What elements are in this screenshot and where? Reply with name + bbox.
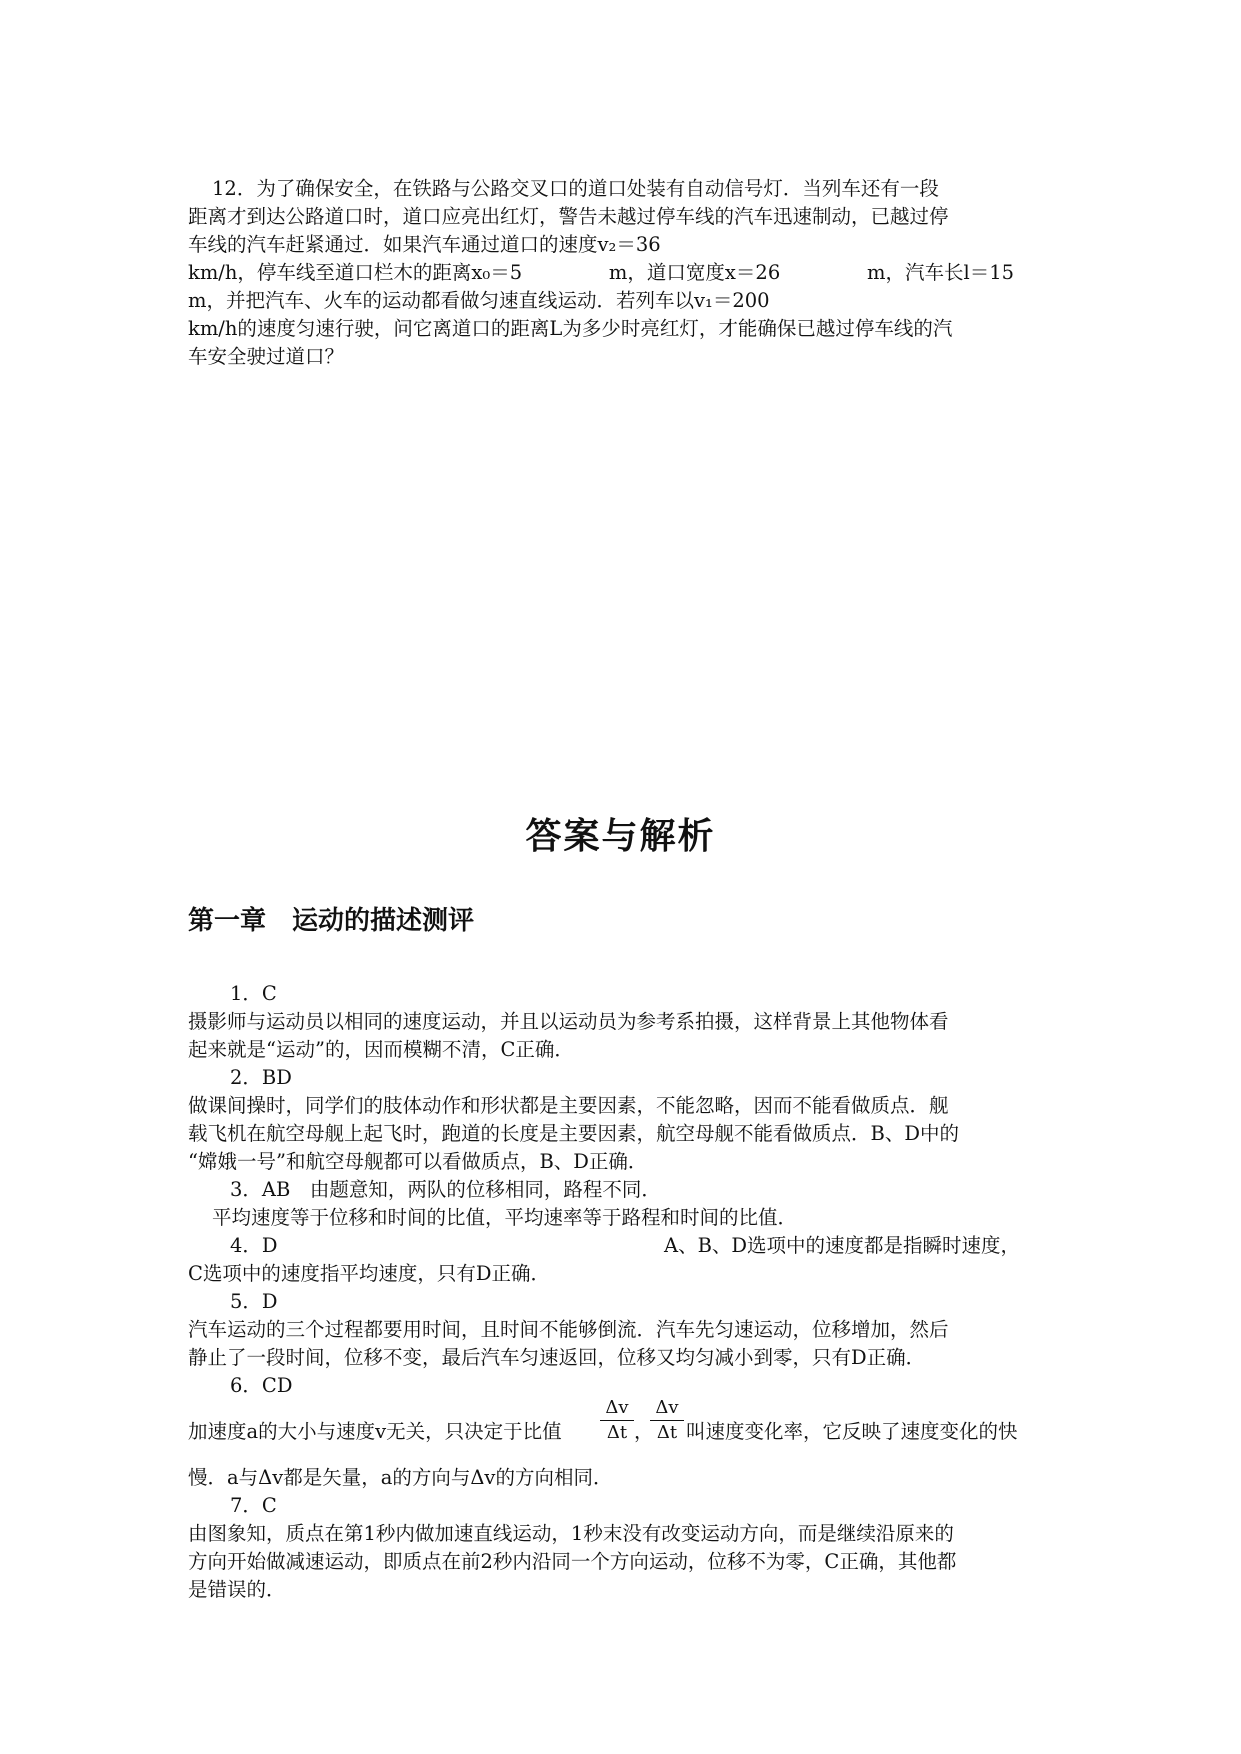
fraction-denominator: Δt: [656, 1422, 678, 1443]
answer-6-explanation-2: 慢．a与Δv都是矢量，a的方向与Δv的方向相同．: [188, 1466, 613, 1489]
answer-6: 6．CD: [230, 1374, 293, 1397]
answer-2-explanation-1: 做课间操时，同学们的肢体动作和形状都是主要因素，不能忽略，因而不能看做质点．舰: [188, 1094, 949, 1117]
answer-5: 5．D: [230, 1290, 278, 1313]
answers-heading: 答案与解析: [525, 816, 716, 857]
answer-1: 1．C: [230, 982, 277, 1005]
answer-1-explanation-1: 摄影师与运动员以相同的速度运动，并且以运动员为参考系拍摄，这样背景上其他物体看: [188, 1010, 949, 1033]
answer-2: 2．BD: [230, 1066, 292, 1089]
chapter-heading: 第一章 运动的描述测评: [188, 906, 475, 936]
fraction-numerator: Δv: [600, 1396, 634, 1421]
problem-12-line-1: 12．为了确保安全，在铁路与公路交叉口的道口处装有自动信号灯．当列车还有一段: [212, 177, 939, 200]
fraction-denominator: Δt: [606, 1422, 628, 1443]
answer-7-explanation-2: 方向开始做减速运动，即质点在前2秒内沿同一个方向运动，位移不为零，C正确，其他都: [188, 1550, 957, 1573]
answer-6-explanation-1a: 加速度a的大小与速度v无关，只决定于比值: [188, 1420, 562, 1443]
answer-2-explanation-2: 载飞机在航空母舰上起飞时，跑道的长度是主要因素，航空母舰不能看做质点．B、D中的: [188, 1122, 959, 1145]
answer-7-explanation-1: 由图象知，质点在第1秒内做加速直线运动，1秒末没有改变运动方向，而是继续沿原来的: [188, 1522, 954, 1545]
answer-3-explanation-1: 平均速度等于位移和时间的比值，平均速率等于路程和时间的比值．: [212, 1206, 798, 1229]
fraction-delta-v-over-delta-t-2: [650, 1396, 684, 1445]
problem-12-line-6: km/h的速度匀速行驶，问它离道口的距离L为多少时亮红灯，才能确保已越过停车线的汽: [188, 317, 953, 340]
answer-7-explanation-3: 是错误的．: [188, 1578, 286, 1601]
problem-12-line-5: m，并把汽车、火车的运动都看做匀速直线运动．若列车以v₁＝200: [188, 289, 770, 312]
answer-4-explanation-1: A、B、D选项中的速度都是指瞬时速度，: [664, 1234, 1021, 1257]
answer-4-explanation-2: C选项中的速度指平均速度，只有D正确．: [188, 1262, 551, 1285]
fraction-delta-v-over-delta-t-1: [600, 1396, 634, 1445]
answer-3: 3．AB 由题意知，两队的位移相同，路程不同．: [230, 1178, 661, 1201]
problem-12-line-2: 距离才到达公路道口时，道口应亮出红灯，警告未越过停车线的汽车迅速制动，已越过停: [188, 205, 949, 228]
answer-2-explanation-3: “嫦娥一号”和航空母舰都可以看做质点，B、D正确．: [188, 1150, 648, 1173]
fraction-numerator: Δv: [650, 1396, 684, 1421]
problem-12-line-3: 车线的汽车赶紧通过．如果汽车通过道口的速度v₂＝36: [188, 233, 661, 256]
answer-5-explanation-1: 汽车运动的三个过程都要用时间，且时间不能够倒流．汽车先匀速运动，位移增加，然后: [188, 1318, 949, 1341]
answer-7: 7．C: [230, 1494, 277, 1517]
answer-6-explanation-1b: 叫速度变化率，它反映了速度变化的快: [686, 1420, 1018, 1443]
problem-12-line-7: 车安全驶过道口？: [188, 345, 345, 368]
answer-5-explanation-2: 静止了一段时间，位移不变，最后汽车匀速返回，位移又均匀减小到零，只有D正确．: [188, 1346, 926, 1369]
answer-1-explanation-2: 起来就是“运动”的，因而模糊不清，C正确．: [188, 1038, 574, 1061]
answer-6-separator: ，: [634, 1420, 654, 1443]
problem-12-line-4: km/h，停车线至道口栏木的距离x₀＝5 m，道口宽度x＝26 m，汽车长l＝15: [188, 261, 1015, 284]
answer-4: 4．D: [230, 1234, 278, 1257]
